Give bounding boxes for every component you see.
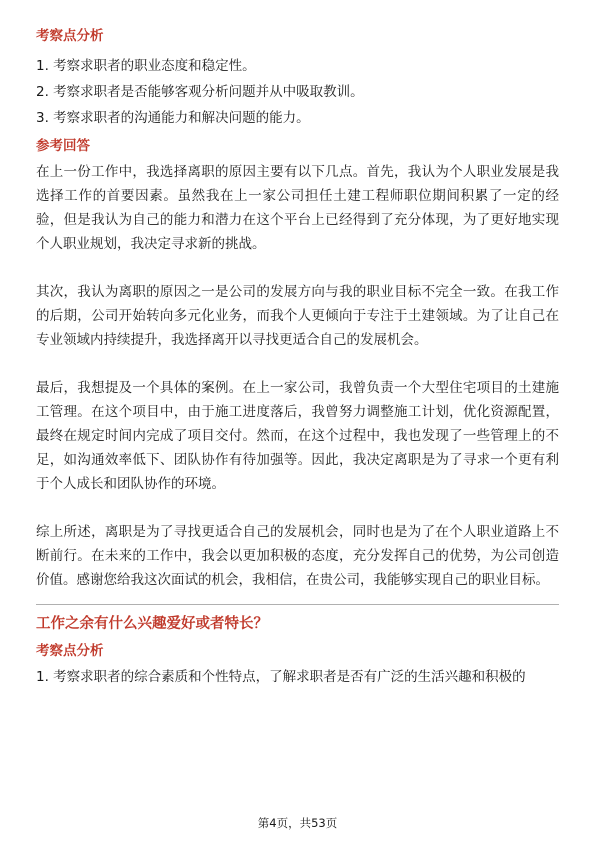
answer-paragraph-4: 综上所述，离职是为了寻找更适合自己的发展机会，同时也是为了在个人职业道路上不断前行。在未来的工作中，我会以更加积极的态度，充分发挥自己的优势，为公司创造价值。感谢您给我这次面试的机会，我相信，在贵公司，我能够实现自己的职业目标。 [36,524,559,588]
analysis2-item-1: 1. 考察求职者的综合素质和个性特点，了解求职者是否有广泛的生活兴趣和积极的 [36,669,526,685]
question-title: 工作之余有什么兴趣爱好或者特长？ [36,616,268,632]
document-page [36,20,559,687]
answer-paragraph-1: 在上一份工作中，我选择离职的原因主要有以下几点。首先，我认为个人职业发展是我选择工作的首要因素。虽然我在上一家公司担任土建工程师职位期间积累了一定的经验，但是我认为自己的能力和潜力在这个平台上已经得到了充分体现，为了更好地实现个人职业规划，我决定寻求新的挑战。 [36,164,559,252]
section-heading-analysis-2: 考察点分析 [36,643,104,659]
answer-paragraph-3: 最后，我想提及一个具体的案例。在上一家公司，我曾负责一个大型住宅项目的土建施工管理。在这个项目中，由于施工进度落后，我曾努力调整施工计划，优化资源配置，最终在规定时间内完成了项目交付。然而，在这个过程中，我也发现了一些管理上的不足，如沟通效率低下、团队协作有待加强等。因此，我决定离职是为了寻求一个更有利于个人成长和团队协作的环境。 [36,380,559,492]
section-heading-answer: 参考回答 [36,138,90,154]
answer-paragraph-2: 其次，我认为离职的原因之一是公司的发展方向与我的职业目标不完全一致。在我工作的后期，公司开始转向多元化业务，而我个人更倾向于专注于土建领域。为了让自己在专业领域内持续提升，我选择离开以寻找更适合自己的发展机会。 [36,284,559,348]
analysis-item-2: 2. 考察求职者是否能够客观分析问题并从中吸取教训。 [36,84,364,100]
page-footer: 第4页，共53页 [257,816,338,830]
analysis-item-1: 1. 考察求职者的职业态度和稳定性。 [36,58,256,74]
section-heading-analysis: 考察点分析 [36,28,104,44]
analysis-item-3: 3. 考察求职者的沟通能力和解决问题的能力。 [36,110,310,126]
